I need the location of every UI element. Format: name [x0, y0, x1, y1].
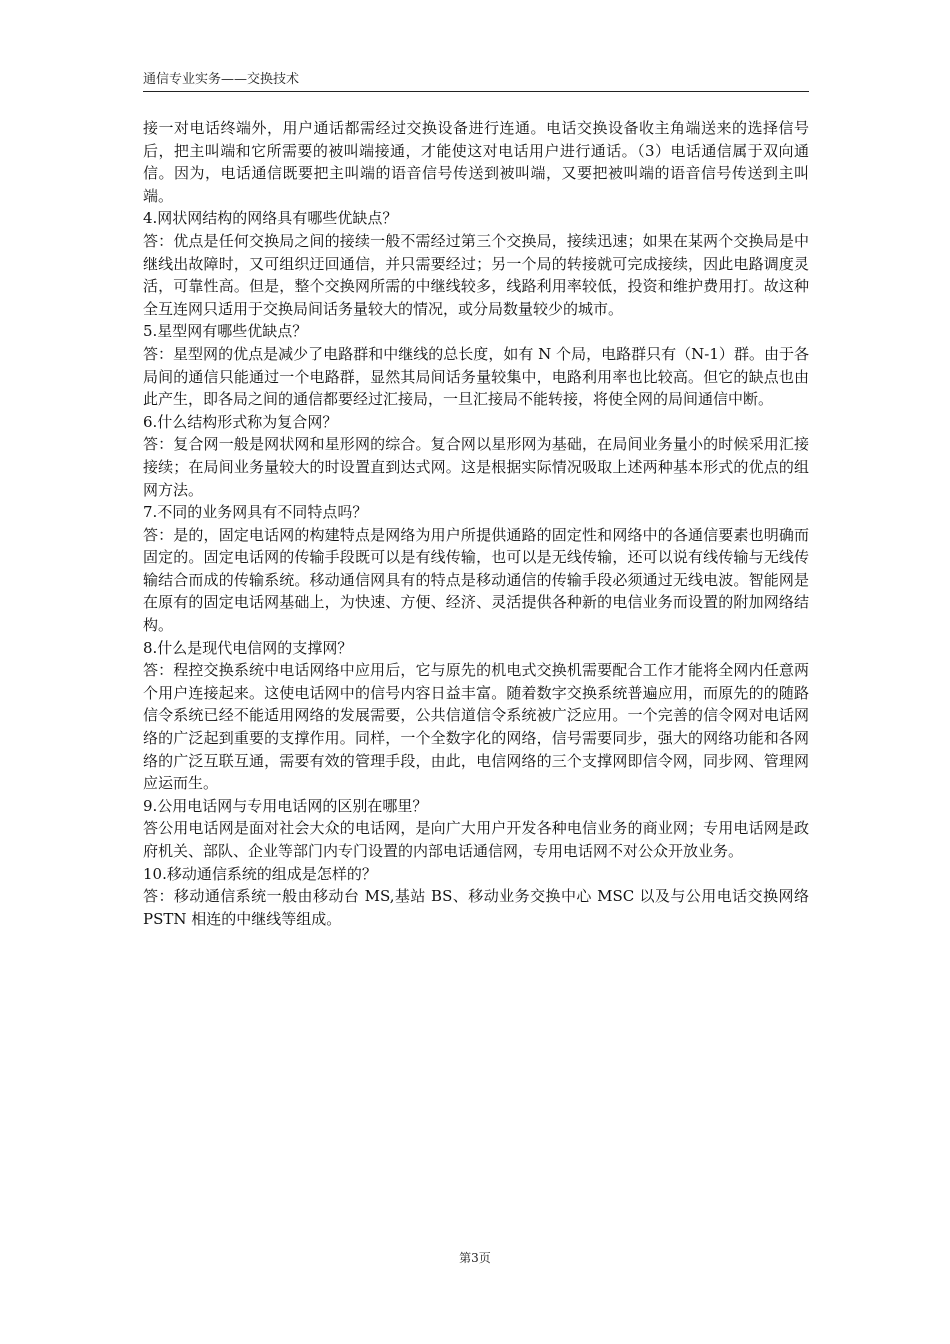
answer-10: 答：移动通信系统一般由移动台 MS,基站 BS、移动业务交换中心 MSC 以及与公用电话交换网络 PSTN 相连的中继线等组成。: [143, 887, 809, 928]
question-4: 4.网状网结构的网络具有哪些优缺点？: [143, 209, 398, 228]
answer-5: 答：星型网的优点是减少了电路群和中继线的总长度，如有 N 个局，电路群只有（N-1）群。由于各局间的通信只能通过一个电路群，显然其局间话务量较集中，电路利用率也比较高。但它的缺点也由此产生，即各局之间的通信都要经过汇接局，一旦汇接局不能转接，将使全网的局间通信中断。: [143, 344, 809, 409]
question-5: 5.星型网有哪些优缺点？: [143, 322, 308, 341]
question-8: 8.什么是现代电信网的支撑网？: [143, 638, 353, 657]
page-number: 第3页: [459, 1251, 491, 1265]
answer-9: 答公用电话网是面对社会大众的电话网，是向广大用户开发各种电信业务的商业网；专用电话网是政府机关、部队、企业等部门内专门设置的内部电话通信网，专用电话网不对公众开放业务。: [143, 819, 809, 860]
question-7: 7.不同的业务网具有不同特点吗？: [143, 503, 368, 522]
answer-6: 答：复合网一般是网状网和星形网的综合。复合网以星形网为基础，在局间业务量小的时候采用汇接接续；在局间业务量较大的时设置直到达式网。这是根据实际情况吸取上述两种基本形式的优点的组网方法。: [143, 435, 809, 499]
answer-4: 答：优点是任何交换局之间的接续一般不需经过第三个交换局，接续迅速；如果在某两个交换局是中继线出故障时，又可组织迂回通信，并只需要经过；另一个局的转接就可完成接续，因此电路调度灵活，可靠性高。但是，整个交换网所需的中继线较多，线路利用率较低，投资和维护费用打。故这种全互连网只适用于交换局间话务量较大的情况，或分局数量较少的城市。: [143, 231, 809, 318]
question-9: 9.公用电话网与专用电话网的区别在哪里？: [143, 796, 428, 815]
answer-8: 答：程控交换系统中电话网络中应用后，它与原先的机电式交换机需要配合工作才能将全网内任意两个用户连接起来。这使电话网中的信号内容日益丰富。随着数字交换系统普遍应用，而原先的的随路信令系统已经不能适用网络的发展需要，公共信道信令系统被广泛应用。一个完善的信令网对电话网络的广泛起到重要的支撑作用。同样，一个全数字化的网络，信号需要同步，强大的网络功能和各网络的广泛互联互通，需要有效的管理手段，由此，电信网络的三个支撑网即信令网，同步网、管理网应运而生。: [143, 661, 809, 793]
document-body: [143, 117, 809, 930]
answer-7: 答：是的，固定电话网的构建特点是网络为用户所提供通路的固定性和网络中的各通信要素也明确而固定的。固定电话网的传输手段既可以是有线传输，也可以是无线传输，还可以说有线传输与无线传输结合而成的传输系统。移动通信网具有的特点是移动通信的传输手段必须通过无线电波。智能网是在原有的固定电话网基础上，为快速、方便、经济、灵活提供各种新的电信业务而设置的附加网络结构。: [143, 525, 809, 635]
question-6: 6.什么结构形式称为复合网？: [143, 412, 338, 431]
page-header: 通信专业实务——交换技术: [143, 72, 809, 92]
question-10: 10.移动通信系统的组成是怎样的？: [143, 864, 377, 883]
paragraph-continuation: 接一对电话终端外，用户通话都需经过交换设备进行连通。电话交换设备收主角端送来的选择信号后，把主叫端和它所需要的被叫端接通，才能使这对电话用户进行通话。（3）电话通信属于双向通信。因为，电话通信既要把主叫端的语音信号传送到被叫端，又要把被叫端的语音信号传送到主叫端。: [143, 119, 809, 205]
